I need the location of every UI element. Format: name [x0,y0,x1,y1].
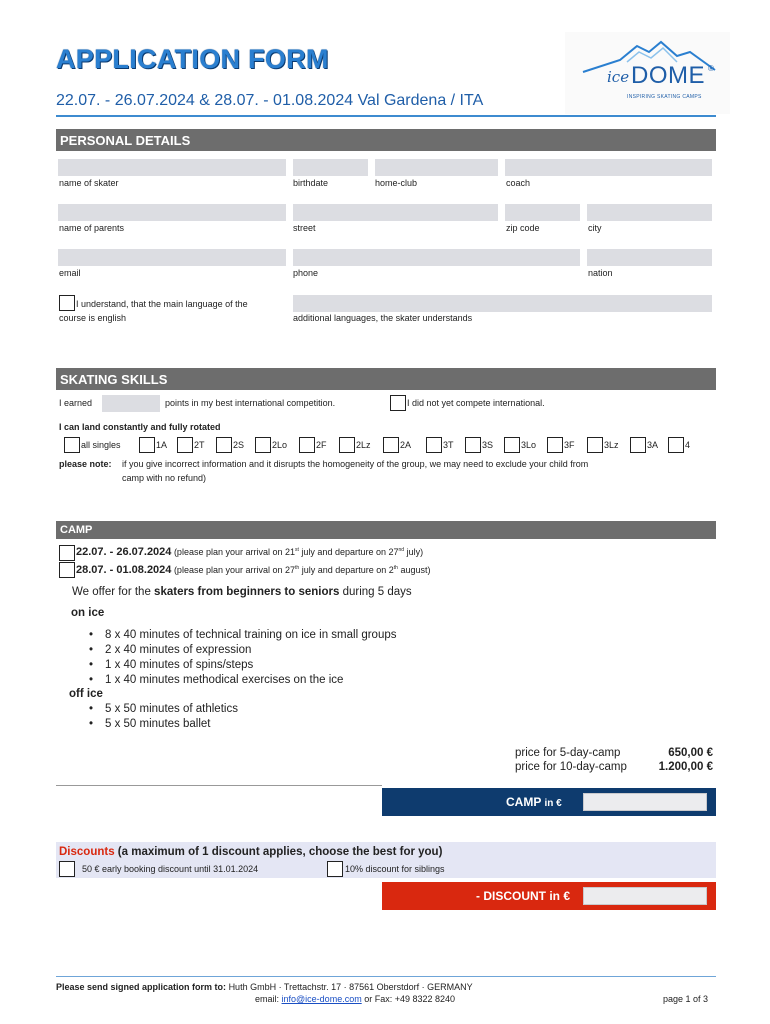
off-ice-list [75,702,238,732]
discounts-box [56,842,716,878]
logo-registered: ® [708,64,714,73]
jump-label: 3Lo [521,440,537,450]
offer-prefix: We offer for the [72,586,151,598]
footer-email-link[interactable]: info@ice-dome.com [281,994,362,1004]
jump-label: 2Lo [272,440,288,450]
additional-languages-label: additional languages, the skater understands [293,313,473,323]
birthdate-label: birthdate [293,178,329,188]
jump-checkbox-2t[interactable] [177,437,193,453]
logo-tagline: INSPIRING SKATING CAMPS [627,94,702,100]
jump-checkbox-1a[interactable] [139,437,155,453]
note-label: please note: [59,459,112,469]
street-label: street [293,223,316,233]
on-ice-heading: on ice [71,607,105,619]
page-title: APPLICATION FORM [56,44,329,74]
jump-label: 4 [685,440,691,450]
header-divider [56,115,716,117]
nation-label: nation [588,268,613,278]
price-divider [56,785,382,786]
jump-checkbox-3lz[interactable] [587,437,603,453]
footer-address: Huth GmbH · Trettachstr. 17 · 87561 Oberstdorf · GERMANY [228,982,473,992]
city-field[interactable] [587,204,712,221]
footer-fax: or Fax: +49 8322 8240 [364,994,456,1004]
note-line-2: camp with no refund) [122,473,207,483]
jump-checkbox-2lo[interactable] [255,437,271,453]
camp-option-1-note-b: july and departure on 27 [301,547,399,557]
list-item: • 5 x 50 minutes ballet [75,717,238,732]
discount-total-label: - DISCOUNT in € [476,889,571,903]
camp-heading: CAMP [56,521,716,539]
jump-checkbox-2a[interactable] [383,437,399,453]
jump-label: 2S [233,440,245,450]
name-of-skater-label: name of skater [59,178,119,188]
camp-option-1-sup-2: nd [398,547,405,553]
list-item: • 1 x 40 minutes of spins/steps [75,658,397,673]
zip-code-field[interactable] [505,204,580,221]
jump-label: 2Lz [356,440,371,450]
footer-send-line [56,982,473,992]
home-club-field[interactable] [375,159,498,176]
footer-email-prefix: email: [255,994,280,1004]
camp-option-2 [76,564,431,576]
coach-label: coach [506,178,531,188]
jump-label: 3A [647,440,659,450]
phone-label: phone [293,268,319,278]
on-ice-list [75,628,397,688]
not-compete-checkbox[interactable] [390,395,406,411]
jump-label: 2A [400,440,412,450]
nation-field[interactable] [587,249,712,266]
jump-checkbox-3s[interactable] [465,437,481,453]
note-line-1: if you give incorrect information and it disrupts the homogeneity of the group, we may need to exclude your child from [122,459,589,469]
camp-option-1-note-a: (please plan your arrival on 21 [173,547,296,557]
street-field[interactable] [293,204,498,221]
jump-checkbox-2lz[interactable] [339,437,355,453]
jump-label: 2F [316,440,327,450]
discounts-heading-colored: Discounts [59,846,115,858]
icedome-logo [565,32,730,114]
discounts-heading [59,846,442,858]
jump-label: 3T [443,440,454,450]
jump-label: 2T [194,440,205,450]
camp-option-2-checkbox[interactable] [59,562,75,578]
jump-checkbox-3lo[interactable] [504,437,520,453]
earned-suffix: points in my best international competition. [165,398,336,408]
home-club-label: home-club [375,178,418,188]
camp-option-2-note-a: (please plan your arrival on 27 [173,565,296,575]
camp-option-1-note-c: july) [406,547,424,557]
city-label: city [588,223,602,233]
camp-total-bar [382,788,716,816]
early-booking-label: 50 € early booking discount until 31.01.2024 [82,864,259,874]
discounts-heading-rest: (a maximum of 1 discount applies, choose the best for you) [117,846,443,858]
camp-option-1-sup-1: st [295,547,299,553]
camp-option-2-sup-1: th [295,565,300,571]
camp-option-2-note-c: august) [400,565,431,575]
camp-option-1-date: 22.07. - 26.07.2024 [76,546,172,558]
siblings-discount-label: 10% discount for siblings [345,864,445,874]
additional-languages-field[interactable] [293,295,712,312]
offer-suffix: during 5 days [342,586,412,598]
skating-skills-heading: SKATING SKILLS [56,368,716,390]
offer-text [72,586,412,598]
list-item: • 1 x 40 minutes methodical exercises on the ice [75,673,397,688]
camp-total-label-unit: in € [544,798,562,809]
jump-checkbox-2f[interactable] [299,437,315,453]
jump-checkbox-3t[interactable] [426,437,442,453]
footer-divider [56,976,716,977]
jump-label: 3S [482,440,494,450]
discount-total-bar [382,882,716,910]
early-booking-checkbox[interactable] [59,861,75,877]
price-5-label: price for 5-day-camp [515,747,621,759]
camp-total-label-bold: CAMP [506,795,542,809]
price-5-value: 650,00 € [668,747,713,759]
name-of-skater-field[interactable] [58,159,286,176]
zip-code-label: zip code [506,223,540,233]
price-10-value: 1.200,00 € [658,761,713,773]
list-item: • 8 x 40 minutes of technical training on ice in small groups [75,628,397,643]
land-heading: I can land constantly and fully rotated [59,422,221,432]
language-understand-checkbox[interactable] [59,295,75,311]
not-compete-label: I did not yet compete international. [407,398,545,408]
page-number: page 1 of 3 [662,994,708,1004]
personal-details-heading: PERSONAL DETAILS [56,129,716,151]
jump-checkbox-4[interactable] [668,437,684,453]
logo-script: ice [607,68,630,86]
camp-option-1-checkbox[interactable] [59,545,75,561]
discount-total-field[interactable] [583,887,707,905]
language-understand-label-1: I understand, that the main language of the [76,299,248,309]
email-label: email [59,268,81,278]
logo-wordmark: DOME [631,62,705,89]
jump-checkbox-3f[interactable] [547,437,563,453]
camp-option-2-note-b: july and departure on 2 [301,565,394,575]
points-earned-field[interactable] [102,395,160,412]
camp-option-2-date: 28.07. - 01.08.2024 [76,564,172,576]
coach-field[interactable] [505,159,712,176]
jump-checkbox-2s[interactable] [216,437,232,453]
camp-total-label [506,795,562,809]
phone-field[interactable] [293,249,580,266]
footer-send-bold: Please send signed application form to: [56,982,227,992]
list-item: • 5 x 50 minutes of athletics [75,702,238,717]
camp-total-field[interactable] [583,793,707,811]
jump-label: 3Lz [604,440,619,450]
jump-label: 1A [156,440,168,450]
jump-checkbox-3a[interactable] [630,437,646,453]
footer-contact-line [255,994,455,1004]
siblings-discount-checkbox[interactable] [327,861,343,877]
list-item: • 2 x 40 minutes of expression [75,643,397,658]
offer-bold: skaters from beginners to seniors [154,586,340,598]
earned-prefix: I earned [59,398,93,408]
name-of-parents-label: name of parents [59,223,125,233]
price-10-label: price for 10-day-camp [515,761,627,773]
email-field[interactable] [58,249,286,266]
camp-option-1 [76,546,423,558]
camp-dates-subtitle: 22.07. - 26.07.2024 & 28.07. - 01.08.2024 Val Gardena / ITA [56,92,484,109]
off-ice-heading: off ice [69,688,103,700]
jump-checkbox-all-singles[interactable] [64,437,80,453]
camp-option-2-sup-2: th [393,565,398,571]
language-understand-label-2: course is english [59,313,127,323]
jump-label: 3F [564,440,575,450]
jump-label: all singles [81,440,121,450]
name-of-parents-field[interactable] [58,204,286,221]
birthdate-field[interactable] [293,159,368,176]
